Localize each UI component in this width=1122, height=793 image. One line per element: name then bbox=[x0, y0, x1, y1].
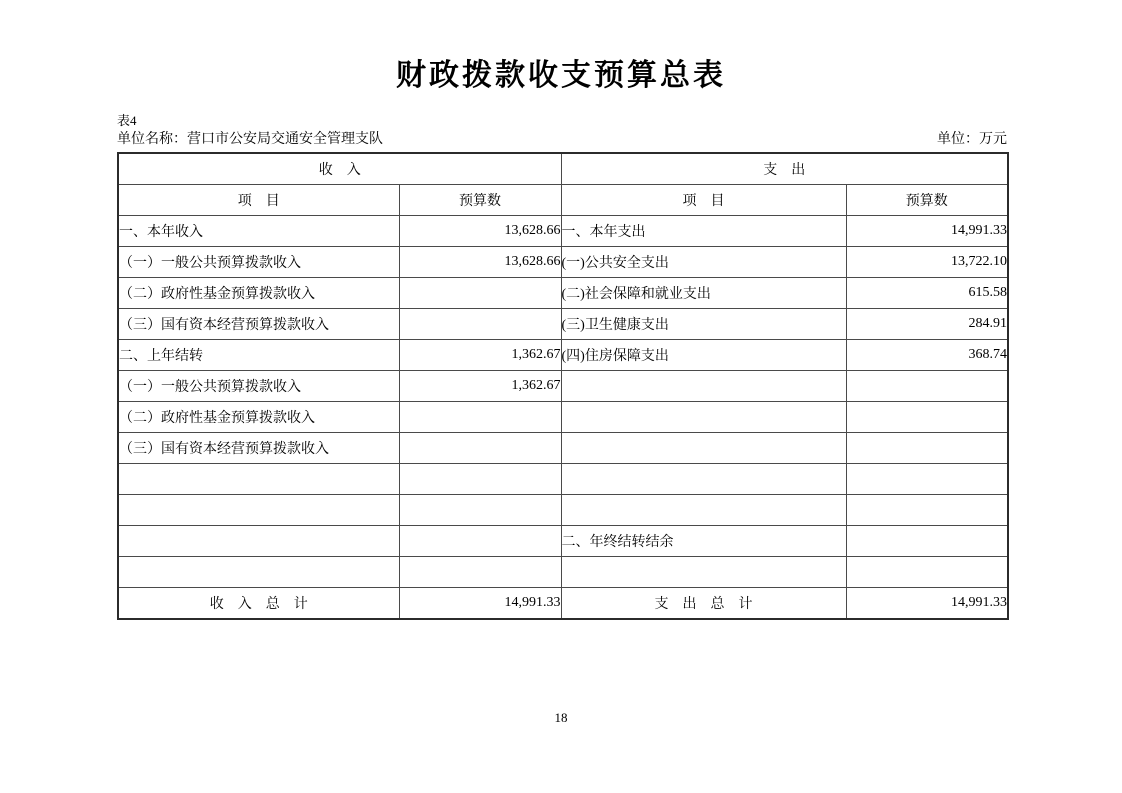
expense-value-cell bbox=[846, 401, 1008, 432]
expense-value-cell bbox=[846, 494, 1008, 525]
total-row bbox=[118, 587, 1008, 619]
income-item-cell: （三）国有资本经营预算拨款收入 bbox=[118, 308, 399, 339]
table-row bbox=[118, 339, 1008, 370]
expense-value-cell: 615.58 bbox=[846, 277, 1008, 308]
expense-item-cell bbox=[561, 401, 846, 432]
expense-value-cell bbox=[846, 556, 1008, 587]
table-row bbox=[118, 401, 1008, 432]
expense-total-label: 支 出 总 计 bbox=[561, 587, 846, 619]
expense-item-cell: (三)卫生健康支出 bbox=[561, 308, 846, 339]
table-row bbox=[118, 215, 1008, 246]
expense-item-cell: (一)公共安全支出 bbox=[561, 246, 846, 277]
table-row bbox=[118, 525, 1008, 556]
income-item-cell: （三）国有资本经营预算拨款收入 bbox=[118, 432, 399, 463]
expense-item-cell: (四)住房保障支出 bbox=[561, 339, 846, 370]
unit-info-row bbox=[117, 128, 1007, 148]
table-row bbox=[118, 370, 1008, 401]
expense-value-cell bbox=[846, 525, 1008, 556]
expense-value-cell: 13,722.10 bbox=[846, 246, 1008, 277]
expense-value-cell: 14,991.33 bbox=[846, 215, 1008, 246]
table-row bbox=[118, 277, 1008, 308]
income-item-cell bbox=[118, 494, 399, 525]
expense-value-cell: 368.74 bbox=[846, 339, 1008, 370]
table-row bbox=[118, 308, 1008, 339]
income-value-cell bbox=[399, 463, 561, 494]
income-value-cell bbox=[399, 556, 561, 587]
income-value-cell: 1,362.67 bbox=[399, 370, 561, 401]
income-value-cell bbox=[399, 494, 561, 525]
income-item-cell: 一、本年收入 bbox=[118, 215, 399, 246]
table-row bbox=[118, 432, 1008, 463]
expense-item-cell: (二)社会保障和就业支出 bbox=[561, 277, 846, 308]
income-total-value: 14,991.33 bbox=[399, 587, 561, 619]
income-value-cell bbox=[399, 277, 561, 308]
table-row bbox=[118, 494, 1008, 525]
income-value-cell bbox=[399, 308, 561, 339]
income-value-cell: 13,628.66 bbox=[399, 246, 561, 277]
page-title: 财政拨款收支预算总表 bbox=[396, 59, 726, 92]
expense-budget-header: 预算数 bbox=[846, 184, 1008, 215]
table-row bbox=[118, 463, 1008, 494]
expense-value-cell: 284.91 bbox=[846, 308, 1008, 339]
expense-value-cell bbox=[846, 463, 1008, 494]
table-row bbox=[118, 556, 1008, 587]
income-value-cell bbox=[399, 525, 561, 556]
expense-total-value: 14,991.33 bbox=[846, 587, 1008, 619]
income-budget-header: 预算数 bbox=[399, 184, 561, 215]
income-item-cell: 二、上年结转 bbox=[118, 339, 399, 370]
page-number: 18 bbox=[554, 710, 568, 725]
income-item-cell: （一）一般公共预算拨款收入 bbox=[118, 246, 399, 277]
income-total-label: 收 入 总 计 bbox=[118, 587, 399, 619]
column-header-row bbox=[118, 184, 1008, 215]
income-value-cell: 13,628.66 bbox=[399, 215, 561, 246]
income-item-header: 项 目 bbox=[118, 184, 399, 215]
income-value-cell bbox=[399, 432, 561, 463]
section-header-row bbox=[118, 153, 1008, 184]
expense-section-header: 支 出 bbox=[561, 153, 1008, 184]
expense-item-cell bbox=[561, 556, 846, 587]
table-number-label: 表4 bbox=[117, 113, 137, 128]
table-row bbox=[118, 246, 1008, 277]
expense-value-cell bbox=[846, 432, 1008, 463]
expense-value-cell bbox=[846, 370, 1008, 401]
expense-item-cell bbox=[561, 432, 846, 463]
income-item-cell bbox=[118, 556, 399, 587]
unit-name-label: 单位名称：营口市公安局交通安全管理支队 bbox=[117, 132, 383, 147]
expense-item-cell: 二、年终结转结余 bbox=[561, 525, 846, 556]
income-item-cell: （一）一般公共预算拨款收入 bbox=[118, 370, 399, 401]
income-item-cell: （二）政府性基金预算拨款收入 bbox=[118, 277, 399, 308]
expense-item-cell bbox=[561, 463, 846, 494]
income-item-cell bbox=[118, 463, 399, 494]
expense-item-cell: 一、本年支出 bbox=[561, 215, 846, 246]
budget-table bbox=[117, 152, 1009, 620]
income-value-cell: 1,362.67 bbox=[399, 339, 561, 370]
income-section-header: 收 入 bbox=[118, 153, 561, 184]
income-value-cell bbox=[399, 401, 561, 432]
expense-item-cell bbox=[561, 370, 846, 401]
expense-item-cell bbox=[561, 494, 846, 525]
income-item-cell bbox=[118, 525, 399, 556]
expense-item-header: 项 目 bbox=[561, 184, 846, 215]
income-item-cell: （二）政府性基金预算拨款收入 bbox=[118, 401, 399, 432]
currency-unit-label: 单位：万元 bbox=[937, 132, 1007, 147]
